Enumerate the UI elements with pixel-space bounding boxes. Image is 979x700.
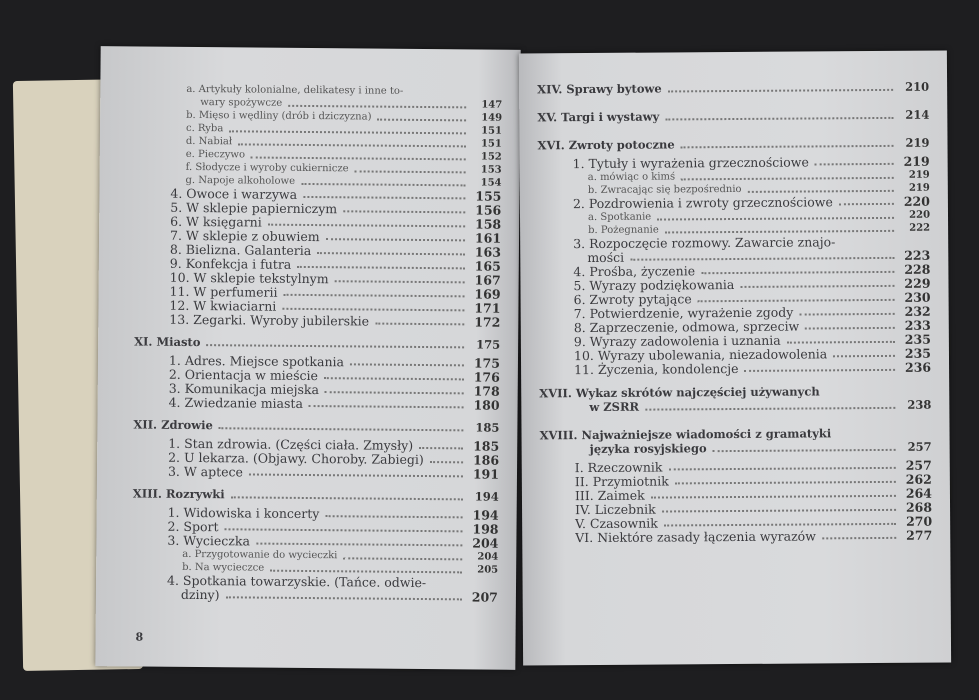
toc-entry-text: c. Ryba [185, 122, 224, 135]
dot-leader [219, 427, 464, 431]
dot-leader [325, 515, 462, 518]
dot-leader [282, 308, 464, 312]
toc-entry-text: f. Słodycze i wyroby cukiernicze [185, 161, 349, 175]
toc-page-number: 194 [472, 507, 499, 523]
toc-entry-text: 11. Życzenia, kondolencje [574, 360, 739, 378]
toc-entry-text: 6. W księgarni [170, 213, 262, 230]
dot-leader [665, 230, 894, 234]
dot-leader [701, 271, 894, 274]
toc-entry-text: 1. Widowiska i koncerty [167, 504, 320, 522]
toc-page-number: 171 [474, 300, 501, 316]
toc-entry-text: XII. Zdrowie [133, 417, 213, 433]
toc-entry-text: 8. Zaprzeczenie, odmowa, sprzeciw [573, 318, 800, 336]
toc-page-number: 149 [481, 112, 503, 124]
toc-entry-text: 12. W kwiaciarni [169, 297, 277, 314]
toc-page-number: 158 [475, 216, 502, 232]
toc-entry-text: 2. Orientacja w mieście [168, 366, 319, 384]
dot-leader [225, 596, 461, 600]
toc-page-number: 180 [473, 397, 500, 413]
dot-leader [665, 117, 893, 121]
toc-entry [168, 465, 499, 481]
toc-entry-text: 2. Pozdrowienia i zwroty grzecznościowe [572, 194, 833, 212]
toc-page-number: 219 [903, 153, 930, 169]
dot-leader [350, 363, 464, 366]
toc-entry-text: 7. W sklepie z obuwiem [170, 227, 320, 245]
toc-entry-text: XV. Targi i wystawy [537, 109, 660, 125]
dot-leader [343, 557, 462, 560]
toc-entry [573, 195, 930, 210]
toc-page-number: 270 [905, 513, 933, 529]
toc-entry [573, 277, 930, 292]
toc-entry-text: dziny) [180, 586, 220, 603]
toc-entry-text: a. Przygotowanie do wycieczki [182, 548, 338, 562]
toc-entry [133, 418, 499, 434]
dot-leader [645, 407, 895, 411]
dot-leader [430, 461, 463, 463]
toc-page-number: 232 [904, 303, 931, 319]
toc-page-number: 175 [476, 337, 501, 352]
dot-leader [745, 369, 896, 372]
toc-entry-text: 1. Stan zdrowia. (Części ciała. Zmysły) [168, 435, 414, 453]
dot-leader [249, 473, 463, 477]
toc-page-number: 233 [904, 317, 931, 333]
toc-page-number: 155 [475, 188, 502, 204]
toc-entry-text: 1. Adres. Miejsce spotkania [168, 352, 345, 370]
toc-page-number: 165 [474, 258, 501, 274]
toc-entry-text: I. Rzeczownik [574, 459, 663, 476]
toc-page-number: 223 [904, 247, 931, 263]
toc-page-number: 207 [471, 589, 498, 605]
right-page [519, 51, 951, 666]
toc-entry-text: 4. Spotkania towarzyskie. (Tańce. odwie- [166, 572, 427, 591]
toc-page-number: 262 [905, 471, 932, 487]
toc-entry-text: 10. W sklepie tekstylnym [169, 269, 329, 287]
toc-entry [589, 399, 931, 414]
toc-entry-text: w ZSRR [589, 399, 640, 415]
toc-page-number: 219 [905, 135, 930, 150]
toc-page-number: 169 [474, 286, 501, 302]
toc-entry-text: 13. Zegarki. Wyroby jubilerskie [169, 311, 370, 329]
dot-leader [297, 266, 465, 269]
dot-leader [787, 341, 895, 344]
dot-leader [740, 285, 894, 288]
dot-leader [303, 196, 465, 199]
dot-leader [238, 143, 466, 147]
toc-page-number: 178 [473, 383, 500, 399]
toc-page-number: 222 [909, 222, 931, 234]
dot-leader [343, 210, 465, 213]
toc-page-number: 205 [477, 564, 499, 576]
toc-entry-text: 3. W aptece [167, 463, 244, 480]
toc-entry [574, 305, 931, 320]
toc-page-number: 151 [480, 138, 502, 150]
toc-entry-text: 1. Tytuły i wyrażenia grzecznościowe [572, 154, 809, 172]
toc-entry-text: b. Pożegnanie [588, 224, 659, 237]
dot-leader [662, 509, 896, 513]
toc-entry-text: 2. Sport [167, 518, 219, 535]
dot-leader [799, 313, 894, 316]
toc-page-number: 151 [481, 125, 503, 137]
dot-leader [805, 327, 895, 330]
dot-leader [251, 156, 466, 160]
toc-page-number: 185 [475, 420, 500, 435]
dot-leader [270, 570, 462, 574]
toc-entry-text: języka rosyjskiego [589, 441, 707, 457]
toc-entry [537, 109, 929, 125]
toc-page-number: 264 [905, 485, 933, 501]
toc-entry-text: 6. Zwroty pytające [573, 291, 692, 308]
toc-page-number: 198 [472, 521, 499, 537]
toc-entry-text: 10. Wyrazy ubolewania, niezadowolenia [573, 346, 828, 364]
toc-page-number: 228 [904, 261, 931, 277]
toc-page-number: 186 [472, 452, 500, 468]
dot-leader [681, 145, 894, 148]
dot-leader [419, 447, 463, 449]
dot-leader [377, 119, 466, 122]
toc-entry-text: 11. W perfumerii [169, 283, 278, 300]
toc-entry-text: 9. Konfekcja i futra [169, 255, 292, 272]
toc-page-number: 235 [904, 331, 931, 347]
toc-page-number: 194 [474, 489, 499, 504]
toc-page-number: 236 [904, 359, 932, 375]
dot-leader [833, 355, 895, 357]
toc-page-number: 147 [481, 99, 503, 111]
toc-entry [574, 291, 931, 306]
toc-entry [169, 396, 500, 412]
dot-leader [839, 203, 894, 205]
toc-page-number: 163 [474, 244, 501, 260]
toc-entry-text: 9. Wyrazy zadowolenia i uznania [573, 332, 781, 350]
toc-page-number: 229 [904, 275, 931, 291]
toc-entry-text: wary spożywcze [200, 97, 283, 109]
dot-leader [301, 183, 466, 186]
toc-entry-text: b. Zwracając się bezpośrednio [587, 183, 742, 197]
toc-page-number: 153 [480, 164, 502, 176]
toc-page-number: 277 [906, 527, 933, 543]
toc-page-number: 161 [474, 230, 502, 246]
toc-page-number: 172 [474, 314, 501, 330]
toc-entry-text: III. Zaimek [574, 487, 645, 504]
dot-leader [668, 467, 895, 471]
toc-entry-text: 8. Bielizna. Galanteria [169, 241, 312, 259]
dot-leader [324, 377, 464, 380]
dot-leader [268, 224, 465, 228]
dot-leader [206, 344, 464, 348]
toc-entry-text: a. mówiąc o kimś [587, 171, 676, 184]
toc-entry-text: g. Napoje alkoholowe [185, 174, 296, 187]
dot-leader [681, 177, 894, 180]
page-number: 8 [135, 630, 144, 644]
toc-entry-text: 4. Zwiedzanie miasta [168, 394, 304, 411]
toc-entry [575, 529, 932, 544]
toc-page-number: 220 [903, 193, 930, 209]
toc-page-number: 219 [908, 169, 930, 181]
dot-leader [713, 449, 896, 452]
toc-entry [537, 81, 929, 97]
toc-entry [537, 137, 929, 153]
toc-page-number: 210 [905, 79, 930, 94]
toc-entry-text: 4. Prośba, życzenie [573, 263, 696, 280]
toc-entry-text: 7. Potwierdzenie, wyrażenie zgody [573, 304, 794, 322]
toc-entry [169, 313, 500, 329]
toc-entry-text: XIV. Sprawy bytowe [537, 81, 662, 97]
toc-entry-text: VI. Niektóre zasady łączenia wyrazów [575, 528, 816, 546]
toc-page-number: 154 [480, 177, 502, 189]
toc-entry-text: a. Artykuły kolonialne, delikatesy i inne to- [186, 83, 404, 97]
dot-leader [668, 89, 893, 93]
toc-entry [575, 487, 932, 502]
dot-leader [822, 537, 896, 540]
dot-leader [651, 495, 896, 499]
toc-entry [574, 333, 931, 348]
toc-entry [575, 459, 932, 474]
toc-entry [590, 441, 932, 456]
toc-page-number: 156 [475, 202, 502, 218]
toc-entry-text: 3. Wycieczka [167, 532, 251, 549]
toc-entry [134, 335, 500, 351]
toc-entry-text: b. Na wycieczce [182, 561, 265, 574]
dot-leader [815, 163, 894, 166]
toc-entry [133, 487, 499, 503]
toc-page-number: 238 [907, 397, 932, 412]
toc-page-number: 257 [905, 457, 932, 473]
toc-entry-text: 3. Komunikacja miejska [168, 380, 320, 398]
toc-entry-text: XI. Miasto [134, 334, 201, 350]
dot-leader [630, 257, 894, 261]
toc-page-number: 235 [904, 345, 932, 361]
dot-leader [748, 190, 894, 193]
toc-entry [181, 588, 498, 604]
toc-page-number: 176 [473, 369, 500, 385]
dot-leader [354, 170, 465, 173]
toc-entry [575, 501, 932, 516]
toc-entry-text: d. Nabiał [185, 135, 233, 148]
dot-leader [675, 481, 896, 485]
toc-entry [574, 361, 931, 376]
dot-leader [283, 294, 464, 298]
dot-leader [325, 391, 464, 394]
toc-page-number: 220 [909, 209, 931, 221]
toc-entry [573, 155, 930, 170]
dot-leader [317, 252, 465, 255]
dot-leader [335, 280, 465, 283]
toc-page-number: 167 [474, 272, 501, 288]
toc-entry-text: XVIII. Najważniejsze wiadomości z gramatyki [539, 426, 832, 443]
dot-leader [375, 323, 464, 326]
toc-entry-text: XIII. Rozrywki [132, 486, 225, 502]
toc-entry-text: XVI. Zwroty potoczne [537, 137, 675, 153]
toc-page-number: 219 [908, 182, 930, 194]
dot-leader [664, 523, 896, 527]
toc-entry-text: 3. Rozpoczęcie rozmowy. Zawarcie znajo- [573, 234, 836, 252]
toc-page-number: 175 [473, 355, 501, 371]
toc-page-number: 204 [472, 535, 499, 551]
toc-page-number: 214 [905, 107, 930, 122]
toc-entry [574, 347, 931, 362]
toc-entry-text: II. Przymiotnik [574, 473, 669, 490]
toc-entry-text: 4. Owoce i warzywa [170, 185, 298, 202]
toc-entry [575, 473, 932, 488]
toc-page-number: 230 [904, 289, 931, 305]
toc-entry-text: a. Spotkanie [587, 211, 652, 224]
toc-entry [573, 263, 930, 278]
toc-entry-text: mości [587, 249, 625, 266]
toc-page-number: 204 [477, 551, 499, 563]
dot-leader [224, 528, 462, 532]
dot-leader [256, 543, 462, 547]
toc-entry-text: 5. W sklepie papierniczym [170, 199, 338, 217]
toc-entry-text: 2. U lekarza. (Objawy. Choroby. Zabiegi) [168, 449, 424, 468]
dot-leader [309, 405, 464, 408]
toc-page-number: 152 [480, 151, 502, 163]
toc-page-number: 191 [472, 466, 500, 482]
toc-page-number: 257 [907, 439, 932, 454]
toc-entry-text: 5. Wyrazy podziękowania [573, 277, 735, 294]
toc-entry-text: b. Mięso i wędliny (drób i dziczyzna) [186, 109, 372, 123]
toc-entry-text: XVII. Wykaz skrótów najczęściej używanych [539, 384, 820, 401]
toc-entry [574, 319, 931, 334]
dot-leader [698, 299, 895, 302]
toc-entry [587, 249, 930, 264]
toc-page-number: 268 [905, 499, 933, 515]
left-page [95, 46, 520, 670]
dot-leader [326, 238, 465, 241]
toc-entry [575, 515, 932, 530]
toc-page-number: 185 [473, 438, 500, 454]
toc-entry-text: IV. Liczebnik [575, 501, 656, 518]
toc-entry-text: e. Pieczywo [185, 148, 246, 161]
dot-leader [288, 105, 466, 109]
dot-leader [229, 130, 466, 134]
dot-leader [231, 496, 463, 500]
dot-leader [657, 217, 894, 221]
toc-entry-text: V. Czasownik [575, 515, 658, 532]
